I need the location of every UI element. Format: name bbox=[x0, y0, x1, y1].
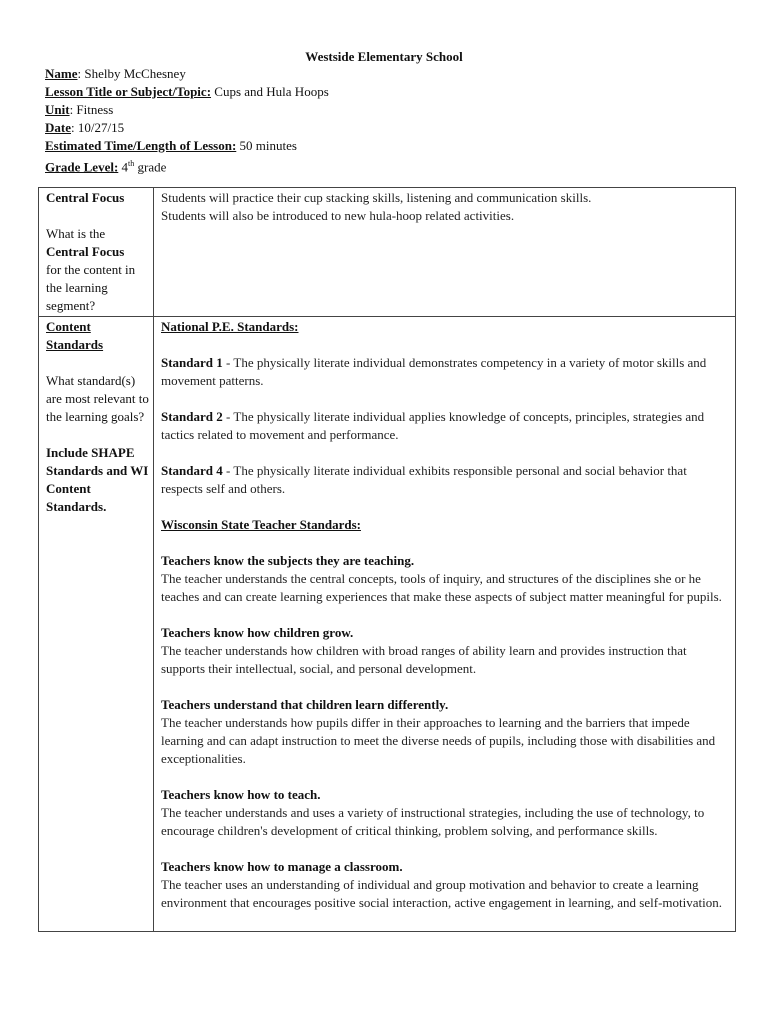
lesson-title-label: Lesson Title or Subject/Topic: bbox=[45, 84, 212, 99]
wi-standards-heading: Wisconsin State Teacher Standards: bbox=[161, 517, 361, 532]
name-value: : Shelby McChesney bbox=[77, 66, 186, 81]
central-focus-content-cell bbox=[154, 188, 736, 317]
grade-label: Grade Level: bbox=[45, 159, 119, 175]
content-standards-question: What standard(s) are most relevant to the learning goals? bbox=[46, 373, 149, 424]
grade-superscript: th bbox=[128, 159, 135, 168]
name-row bbox=[45, 65, 329, 83]
school-title: Westside Elementary School bbox=[305, 49, 463, 64]
date-row bbox=[45, 119, 329, 137]
content-standards-include-note: Include SHAPE Standards and WI Content Standards. bbox=[46, 445, 149, 514]
national-standards-heading: National P.E. Standards: bbox=[161, 319, 299, 334]
teacher-standard-4: Teachers know how to teach. The teacher understands and uses a variety of instructional strategies, including the use of technology, to encourage children's development of critical thinking, problem solving, and performance skills. bbox=[161, 787, 705, 838]
lesson-title-value: Cups and Hula Hoops bbox=[211, 84, 329, 99]
name-label: Name bbox=[45, 66, 78, 81]
date-label: Date bbox=[45, 120, 71, 135]
central-focus-line-1: Students will practice their cup stacking skills, listening and communication skills. bbox=[161, 190, 592, 205]
grade-word: grade bbox=[134, 159, 167, 175]
unit-row bbox=[45, 101, 329, 119]
time-value: 50 minutes bbox=[236, 138, 297, 153]
teacher-standard-3: Teachers understand that children learn differently. The teacher understands how pupils differ in their approaches to learning and the barriers that impede learning and can adapt instruction to meet the diverse needs of pupils, including those with disabilities and exceptionalities. bbox=[161, 697, 716, 766]
date-value: : 10/27/15 bbox=[71, 120, 125, 135]
grade-row bbox=[45, 155, 329, 176]
lesson-plan-table bbox=[38, 187, 736, 932]
time-label: Estimated Time/Length of Lesson: bbox=[45, 138, 237, 153]
central-focus-prompt: What is the Central Focus for the content in the learning segment? bbox=[46, 226, 136, 313]
central-focus-prompt-bold: Central Focus bbox=[46, 244, 125, 259]
central-focus-line-2: Students will also be introduced to new hula-hoop related activities. bbox=[161, 208, 515, 223]
content-standards-row bbox=[39, 317, 736, 932]
lesson-title-row bbox=[45, 83, 329, 101]
teacher-standard-1: Teachers know the subjects they are teaching. The teacher understands the central concepts, tools of inquiry, and structures of the disciplines she or he teaches and can create learning experiences that make these aspects of subject matter meaningful for pupils. bbox=[161, 553, 722, 604]
teacher-standard-5: Teachers know how to manage a classroom. The teacher uses an understanding of individual and group motivation and behavior to create a learning environment that encourages positive social interaction, active engagement in learning, and self-motivation. bbox=[161, 859, 722, 910]
lesson-header bbox=[45, 65, 329, 176]
central-focus-row bbox=[39, 188, 736, 317]
central-focus-label-cell bbox=[39, 188, 154, 317]
central-focus-heading: Central Focus bbox=[46, 190, 125, 205]
national-standard-4: Standard 4 - The physically literate individual exhibits responsible personal and social behavior that respects self and others. bbox=[161, 463, 687, 496]
content-standards-heading: Content Standards bbox=[46, 319, 104, 352]
unit-label: Unit bbox=[45, 102, 70, 117]
national-standard-1: Standard 1 - The physically literate individual demonstrates competency in a variety of motor skills and movement patterns. bbox=[161, 355, 707, 388]
unit-value: : Fitness bbox=[69, 102, 114, 117]
teacher-standard-2: Teachers know how children grow. The teacher understands how children with broad ranges of ability learn and provides instruction that supports their intellectual, social, and personal development. bbox=[161, 625, 687, 676]
content-standards-content-cell bbox=[154, 317, 736, 932]
time-row bbox=[45, 137, 329, 155]
national-standard-2: Standard 2 - The physically literate individual applies knowledge of concepts, principles, strategies and tactics related to movement and performance. bbox=[161, 409, 705, 442]
content-standards-label-cell bbox=[39, 317, 154, 932]
grade-number: 4 bbox=[118, 159, 129, 175]
